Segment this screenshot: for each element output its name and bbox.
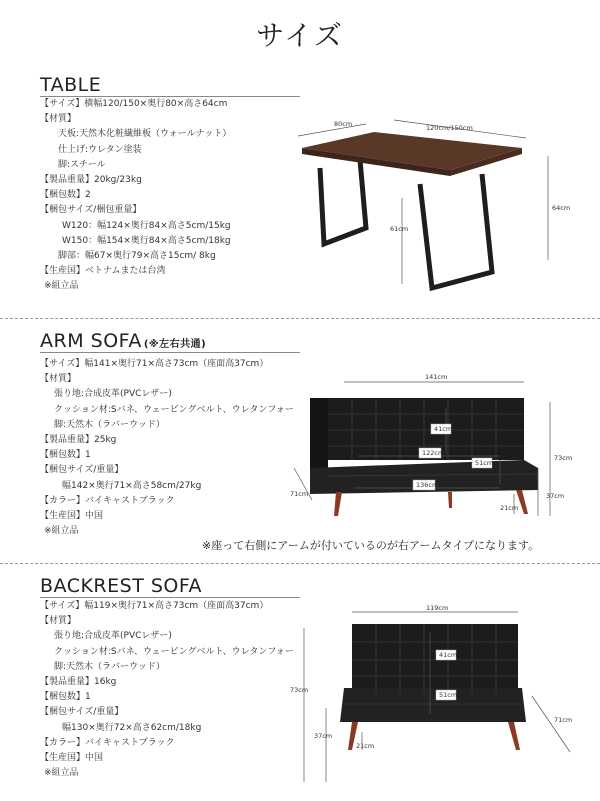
spec-line: 天板:天然木化粧繊維板（ウォールナット） <box>58 129 232 140</box>
spec-line: 【梱包数】1 <box>40 450 91 461</box>
backrest-sofa-leg-label: 21cm <box>356 742 375 750</box>
spec-line: クッション材:Sバネ、ウェービングベルト、ウレタンフォー <box>54 404 294 415</box>
arm-sofa-depth-label: 71cm <box>290 490 309 498</box>
backrest-sofa-seat-h-label: 37cm <box>314 732 333 740</box>
spec-line: 【材質】 <box>40 114 77 125</box>
spec-line: 【カラー】バイキャストブラック <box>40 495 175 506</box>
spec-line: 脚:天然木（ラバーウッド） <box>54 661 165 672</box>
page-title: サイズ <box>256 19 344 52</box>
arm-sofa-legs <box>334 490 528 516</box>
spec-line: ※組立品 <box>44 281 79 292</box>
section-divider <box>0 563 600 564</box>
backrest-sofa-back-label: 41cm <box>439 651 458 659</box>
spec-line: ※組立品 <box>44 768 79 779</box>
spec-line: 【生産国】中国 <box>40 752 104 763</box>
table-top <box>302 132 522 170</box>
backrest-sofa-back <box>352 624 518 694</box>
section-divider <box>0 318 600 319</box>
spec-line: 張り地:合成皮革(PVCレザー) <box>54 631 172 642</box>
spec-line: 【サイズ】横幅120/150×奥行80×高さ64cm <box>40 99 228 109</box>
arm-sofa-leg-label: 21cm <box>500 504 519 512</box>
spec-line: 【梱包数】1 <box>40 692 91 703</box>
spec-line: 【梱包サイズ/重量】 <box>40 707 124 718</box>
table-width-label: 120cm/150cm <box>426 124 473 132</box>
arm-sofa-heading-rule <box>40 352 300 353</box>
backrest-sofa-width-label: 119cm <box>426 604 449 612</box>
arm-sofa-spec-list <box>40 357 294 539</box>
spec-line: 幅130×奥行72×高さ62cm/18kg <box>62 722 202 733</box>
arm-sofa-seat-height-label: 51cm <box>475 459 494 467</box>
spec-line: 【サイズ】幅141×奥行71×高さ73cm（座面高37cm） <box>40 359 269 369</box>
backrest-sofa-height-label: 73cm <box>290 686 309 694</box>
backrest-sofa-seat <box>340 688 526 722</box>
arm-sofa-heading-text: ARM SOFA <box>40 330 142 352</box>
arm-sofa-note: ※座って右側にアームが付いているのが右アームタイプになります。 <box>202 539 540 552</box>
spec-line: 【製品重量】25kg <box>40 434 117 445</box>
spec-line: 【製品重量】20kg/23kg <box>40 174 142 185</box>
spec-line: 脚:スチール <box>58 159 106 170</box>
arm-sofa-base-label: 136cm <box>416 481 439 489</box>
spec-line: 【生産国】ベトナムまたは台湾 <box>40 266 166 277</box>
backrest-sofa-heading: BACKREST SOFA <box>40 575 203 597</box>
arm-sofa-seat-h-label: 37cm <box>546 492 565 500</box>
table-illustration <box>290 108 570 308</box>
table-leg-height-label: 61cm <box>390 225 409 233</box>
table-depth-label: 80cm <box>334 120 353 128</box>
spec-line: 【梱包数】2 <box>40 190 91 201</box>
table-heading: TABLE <box>40 74 102 96</box>
spec-line: ※組立品 <box>44 526 79 537</box>
backrest-sofa-spec-list <box>40 599 294 781</box>
spec-line: 【製品重量】16kg <box>40 676 117 687</box>
table-height-label: 64cm <box>552 204 571 212</box>
spec-line: 仕上げ:ウレタン塗装 <box>58 144 142 155</box>
spec-line: 脚:天然木（ラバーウッド） <box>54 419 165 430</box>
backrest-sofa-depth-label: 71cm <box>554 716 573 724</box>
spec-line: W120：幅124×奥行84×高さ5cm/15kg <box>62 220 231 231</box>
backrest-sofa-heading-rule <box>40 597 300 598</box>
spec-line: 【サイズ】幅119×奥行71×高さ73cm（座面高37cm） <box>40 601 269 611</box>
spec-line: 脚部：幅67×奥行79×高さ15cm/ 8kg <box>58 250 216 261</box>
spec-line: 幅142×奥行71×高さ58cm/27kg <box>62 480 202 491</box>
spec-line: 【材質】 <box>40 616 77 627</box>
table-legs <box>320 160 492 288</box>
arm-sofa-heading <box>40 330 206 352</box>
arm-sofa-width-label: 141cm <box>425 373 448 381</box>
spec-line: 【生産国】中国 <box>40 510 104 521</box>
spec-line: W150：幅154×奥行84×高さ5cm/18kg <box>62 235 231 246</box>
arm-sofa-seat-width-label: 122cm <box>422 449 445 457</box>
arm-sofa-height-label: 73cm <box>554 454 573 462</box>
spec-line: 張り地:合成皮革(PVCレザー) <box>54 389 172 400</box>
spec-line: 【カラー】バイキャストブラック <box>40 737 175 748</box>
arm-sofa-illustration <box>288 368 588 536</box>
spec-line: 【梱包サイズ/梱包重量】 <box>40 205 142 216</box>
spec-line: 【梱包サイズ/重量】 <box>40 465 124 476</box>
arm-sofa-heading-note: (※左右共通) <box>143 339 207 350</box>
table-spec-list <box>40 97 231 294</box>
arm-sofa-back-label: 41cm <box>434 425 453 433</box>
backrest-sofa-seat-label: 51cm <box>439 691 458 699</box>
backrest-sofa-illustration <box>290 604 586 800</box>
spec-line: クッション材:Sバネ、ウェービングベルト、ウレタンフォー <box>54 646 294 657</box>
spec-line: 【材質】 <box>40 374 77 385</box>
